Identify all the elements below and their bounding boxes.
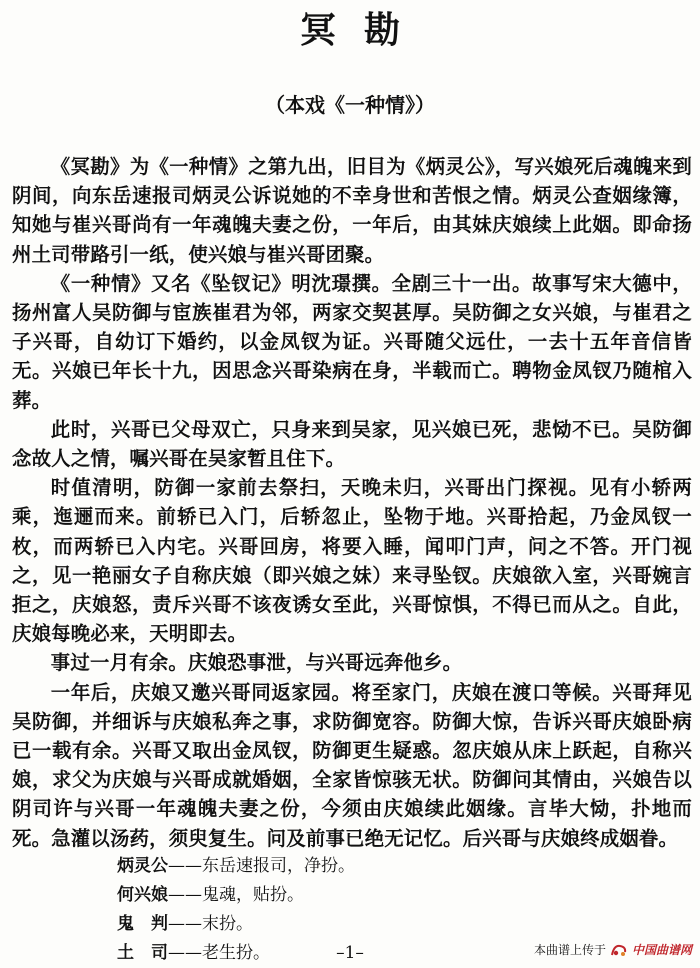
cast-role: 炳灵公	[117, 856, 168, 876]
watermark-prefix: 本曲谱上传于	[533, 943, 606, 957]
cast-role: 土 司	[117, 943, 168, 963]
paragraph-1: 《冥勘》为《一种情》之第九出，旧目为《炳灵公》，写兴娘死后魂魄来到阴间，向东岳速报司炳灵公诉说她的不幸身世和苦恨之情。炳灵公查姻缘簿，知她与崔兴哥尚有一年魂魄夫妻之份，一年后，由其妹庆娘续上此姻。即命扬州土司带路引一纸，使兴娘与崔兴哥团聚。	[12, 155, 692, 266]
page-number: –1–	[336, 943, 364, 963]
music-note-logo-icon	[610, 943, 628, 957]
watermark-site: 中国曲谱网	[631, 943, 692, 957]
paragraph-4: 时值清明，防御一家前去祭扫，天晚未归，兴哥出门探视。见有小轿两乘，迤逦而来。前轿已入门，后轿忽止，坠物于地。兴哥拾起，乃金凤钗一枚，而两轿已入内宅。兴哥回房，将要入睡，闻叩门声，问之不答。开门视之，见一艳丽女子自称庆娘（即兴娘之妹）来寻坠钗。庆娘欲入室，兴哥婉言拒之，庆娘怒，责斥兴哥不该夜诱女至此，兴哥惊惧，不得已而从之。自此，庆娘每晚必来，天明即去。	[12, 476, 692, 646]
body-text	[12, 152, 692, 853]
page-title: 冥勘	[299, 9, 428, 51]
cast-dash: ——	[168, 885, 202, 905]
cast-description: 鬼魂，贴扮。	[202, 885, 304, 905]
cast-dash: ——	[168, 856, 202, 876]
cast-description: 东岳速报司，净扮。	[202, 856, 355, 876]
cast-row	[117, 910, 355, 939]
paragraph-3: 此时，兴哥已父母双亡，只身来到吴家，见兴娘已死，悲恸不已。吴防御念故人之情，嘱兴哥在吴家暂且住下。	[12, 417, 692, 471]
cast-role: 鬼 判	[117, 914, 168, 934]
paragraph-6: 一年后，庆娘又邀兴哥同返家园。将至家门，庆娘在渡口等候。兴哥拜见吴防御，并细诉与庆娘私奔之事，求防御宽容。防御大惊，告诉兴哥庆娘卧病已一载有余。兴哥又取出金凤钗，防御更生疑惑。忽庆娘从床上跃起，自称兴娘，求父为庆娘与兴哥成就婚姻，全家皆惊骇无状。防御问其情由，兴娘告以阴司许与兴哥一年魂魄夫妻之份，今须由庆娘续此姻缘。言毕大恸，扑地而死。急灌以汤药，须臾复生。问及前事已绝无记忆。后兴哥与庆娘终成姻眷。	[12, 680, 692, 850]
cast-row	[117, 881, 355, 910]
paragraph-2: 《一种情》又名《坠钗记》明沈璟撰。全剧三十一出。故事写宋大德中，扬州富人吴防御与宦族崔君为邻，两家交契甚厚。吴防御之女兴娘，与崔君之子兴哥，自幼订下婚约，以金凤钗为证。兴哥随父远仕，一去十五年音信皆无。兴娘已年长十九，因思念兴哥染病在身，半载而亡。聘物金凤钗乃随棺入葬。	[12, 271, 692, 412]
cast-description: 老生扮。	[202, 943, 270, 963]
cast-row	[117, 852, 355, 881]
cast-dash: ——	[168, 914, 202, 934]
watermark	[534, 940, 692, 960]
paragraph-5: 事过一月有余。庆娘恐事泄，与兴哥远奔他乡。	[50, 651, 463, 675]
cast-description: 末扮。	[202, 914, 253, 934]
cast-dash: ——	[168, 943, 202, 963]
cast-role: 何兴娘	[117, 885, 168, 905]
page-subtitle: （本戏《一种情》）	[265, 93, 435, 117]
